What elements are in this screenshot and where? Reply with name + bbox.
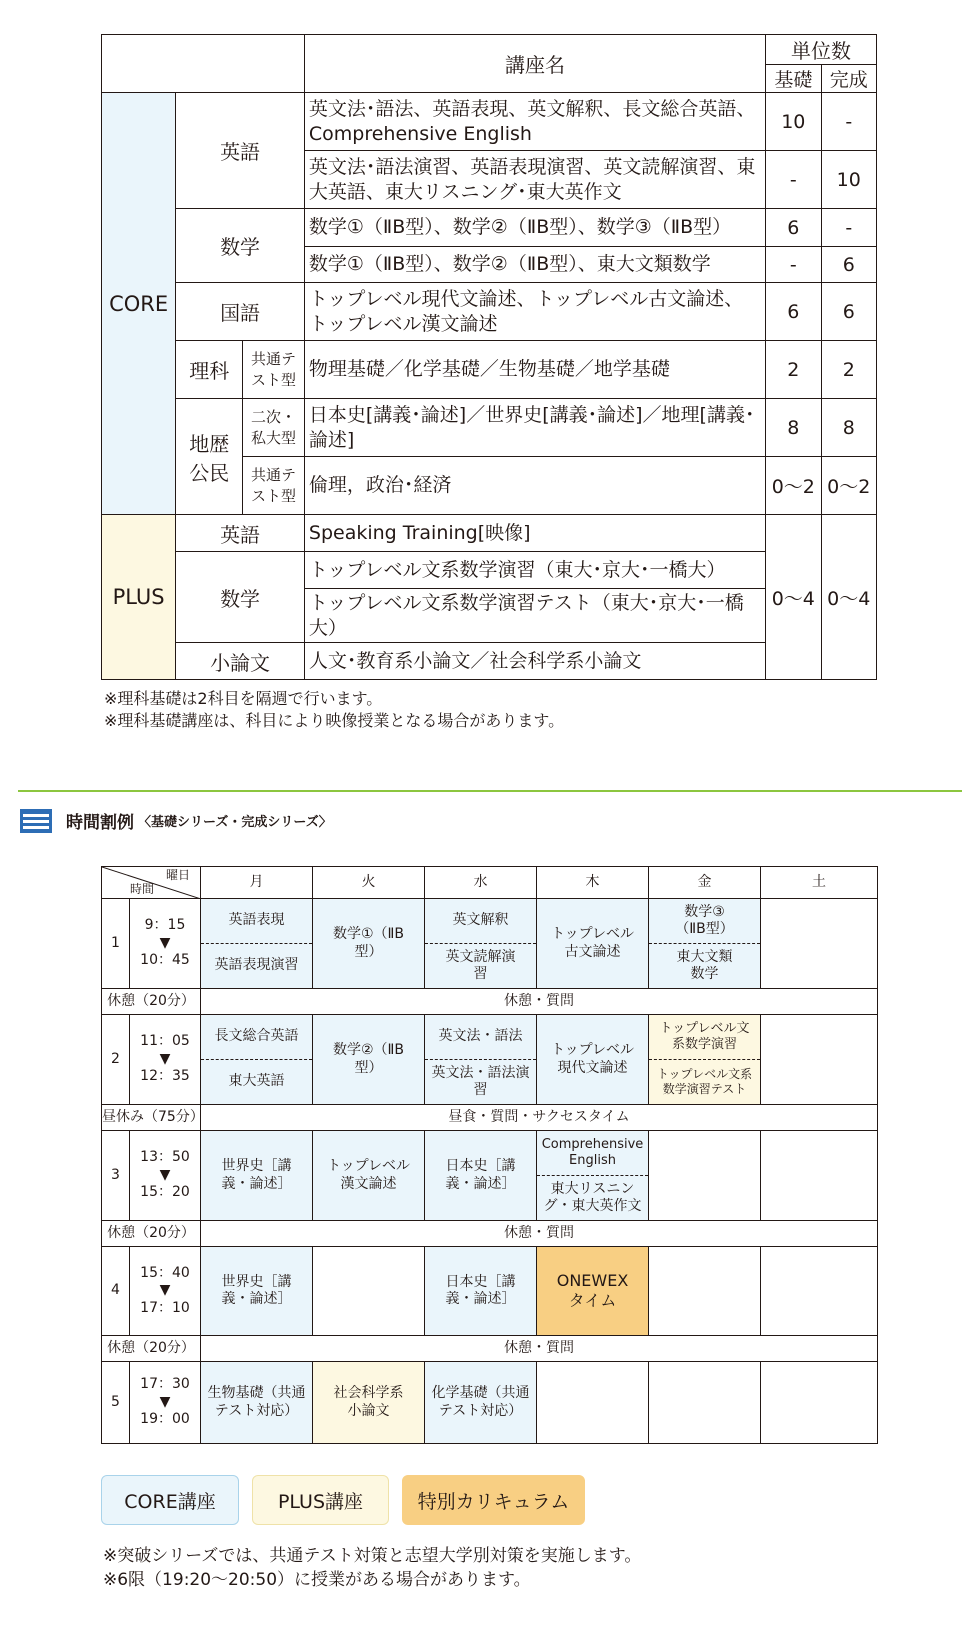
class-cell: トップレベル現代文論述 — [537, 1015, 649, 1105]
period-time — [130, 1362, 201, 1444]
period-number: 2 — [102, 1015, 130, 1105]
start-time: 9：15 — [144, 917, 186, 934]
period-number: 5 — [102, 1362, 130, 1444]
class-cell-empty — [313, 1247, 425, 1336]
legend-core: CORE講座 — [101, 1475, 239, 1525]
start-time: 11：05 — [140, 1033, 190, 1050]
class-cell: 日本史［講義・論述］ — [425, 1247, 537, 1336]
units-basic: - — [766, 247, 821, 283]
arrow-down-icon: ▼ — [159, 934, 171, 951]
class-cell-empty — [761, 1362, 878, 1444]
subject-social: 地歴 公民 — [176, 399, 243, 515]
period-number: 3 — [102, 1131, 130, 1221]
class-top: 長文総合英語 — [201, 1015, 312, 1060]
class-cell-empty — [537, 1362, 649, 1444]
section-subtitle: 〈基礎シリーズ・完成シリーズ〉 — [138, 815, 332, 830]
units-complete: 10 — [821, 151, 876, 209]
class-cell: ONEWEXタイム — [537, 1247, 649, 1336]
units-basic: - — [766, 151, 821, 209]
units-complete: 8 — [821, 399, 876, 457]
class-cell — [649, 899, 761, 989]
class-cell: トップレベル漢文論述 — [313, 1131, 425, 1221]
class-cell — [537, 1131, 649, 1221]
subject-math: 数学 — [176, 552, 305, 643]
class-top: 英文法・語法 — [425, 1015, 536, 1060]
corner-time-label: 時間 — [130, 882, 155, 896]
course-name: 人文･教育系小論文／社会科学系小論文 — [304, 643, 765, 680]
arrow-down-icon: ▼ — [159, 1050, 171, 1067]
class-top: 英語表現 — [201, 899, 312, 944]
header-blank — [102, 35, 305, 93]
class-cell-empty — [761, 1015, 878, 1105]
class-top: トップレベル文系数学演習 — [649, 1015, 760, 1060]
class-cell — [649, 1015, 761, 1105]
units-complete: 6 — [821, 247, 876, 283]
class-bottom: 東大文類数学 — [676, 948, 733, 982]
start-time: 15：40 — [140, 1264, 190, 1281]
break-content: 休憩・質問 — [201, 1336, 878, 1362]
break-content: 昼食・質問・サクセスタイム — [201, 1105, 878, 1131]
course-name: 英文法･語法、英語表現、英文解釈、長文総合英語、Comprehensive English — [304, 93, 765, 151]
units-basic: 6 — [766, 209, 821, 247]
timetable — [101, 866, 878, 1444]
day-mon: 月 — [201, 867, 313, 899]
units-basic: 2 — [766, 341, 821, 399]
class-cell — [425, 1015, 537, 1105]
notes-series — [103, 1545, 641, 1593]
start-time: 13：50 — [140, 1149, 190, 1166]
class-cell-empty — [761, 899, 878, 989]
end-time: 19：00 — [140, 1411, 190, 1428]
subject-essay: 小論文 — [176, 643, 305, 680]
class-cell: 世界史［講義・論述］ — [201, 1247, 313, 1336]
end-time: 12：35 — [140, 1068, 190, 1085]
day-thu: 木 — [537, 867, 649, 899]
subject-japanese: 国語 — [176, 283, 305, 341]
units-complete: 0～2 — [821, 457, 876, 515]
period-time — [130, 1131, 201, 1221]
subject-english: 英語 — [176, 515, 305, 552]
class-cell: 数学①（ⅡB型） — [313, 899, 425, 989]
units-basic: 8 — [766, 399, 821, 457]
science-type: 共通テ スト型 — [243, 341, 305, 399]
course-name: 物理基礎／化学基礎／生物基礎／地学基礎 — [304, 341, 765, 399]
class-cell — [201, 899, 313, 989]
course-table — [101, 34, 877, 680]
course-name: トップレベル文系数学演習テスト（東大･京大･一橋大） — [304, 589, 765, 643]
subject-science: 理科 — [176, 341, 243, 399]
legend-plus: PLUS講座 — [252, 1475, 389, 1525]
class-cell: 生物基礎（共通テスト対応） — [201, 1362, 313, 1444]
header-basic: 基礎 — [766, 65, 821, 93]
core-label: CORE — [102, 93, 176, 515]
class-cell: 化学基礎（共通テスト対応） — [425, 1362, 537, 1444]
course-name: トップレベル文系数学演習（東大･京大･一橋大） — [304, 552, 765, 589]
arrow-down-icon: ▼ — [159, 1282, 171, 1299]
note-line: ※突破シリーズでは、共通テスト対策と志望大学別対策を実施します。 — [103, 1546, 642, 1566]
class-cell: トップレベル古文論述 — [537, 899, 649, 989]
period-number: 4 — [102, 1247, 130, 1336]
section-divider — [18, 790, 962, 792]
day-tue: 火 — [313, 867, 425, 899]
units-basic: 10 — [766, 93, 821, 151]
period-time — [130, 1247, 201, 1336]
break-content: 休憩・質問 — [201, 989, 878, 1015]
start-time: 17：30 — [140, 1376, 190, 1393]
class-cell: 日本史［講義・論述］ — [425, 1131, 537, 1221]
class-cell: 世界史［講義・論述］ — [201, 1131, 313, 1221]
class-cell — [425, 899, 537, 989]
class-bottom: 英語表現演習 — [214, 957, 299, 974]
class-cell: 数学②（ⅡB型） — [313, 1015, 425, 1105]
class-top: Comprehensive English — [537, 1131, 648, 1176]
break-content: 休憩・質問 — [201, 1221, 878, 1247]
course-name: Speaking Training[映像] — [304, 515, 765, 552]
period-number: 1 — [102, 899, 130, 989]
course-name: 日本史[講義･論述]／世界史[講義･論述]／地理[講義･論述] — [304, 399, 765, 457]
class-bottom: トップレベル文系数学演習テスト — [656, 1067, 753, 1096]
course-name: トップレベル現代文論述、トップレベル古文論述、トップレベル漢文論述 — [304, 283, 765, 341]
day-fri: 金 — [649, 867, 761, 899]
corner-day-label: 曜日 — [165, 868, 190, 882]
arrow-down-icon: ▼ — [159, 1166, 171, 1183]
break-label: 昼休み（75分） — [102, 1105, 201, 1131]
note-line: ※理科基礎は2科目を隔週で行います。 — [104, 689, 383, 708]
class-bottom: 東大リスニング・東大英作文 — [543, 1180, 642, 1214]
end-time: 10：45 — [140, 952, 190, 969]
class-cell — [201, 1015, 313, 1105]
course-name: 倫理，政治･経済 — [304, 457, 765, 515]
period-time — [130, 1015, 201, 1105]
class-top: 英文解釈 — [425, 899, 536, 944]
class-top: 数学③（ⅡB型） — [649, 899, 760, 944]
arrow-down-icon: ▼ — [159, 1393, 171, 1410]
table-icon — [20, 809, 52, 833]
day-wed: 水 — [425, 867, 537, 899]
end-time: 17：10 — [140, 1299, 190, 1316]
note-line: ※6限（19:20～20:50）に授業がある場合があります。 — [103, 1569, 531, 1590]
course-name: 数学①（ⅡB型）、数学②（ⅡB型）、数学③（ⅡB型） — [304, 209, 765, 247]
period-time — [130, 899, 201, 989]
break-label: 休憩（20分） — [102, 1221, 201, 1247]
units-complete: - — [821, 209, 876, 247]
social-type-2: 共通テ スト型 — [243, 457, 305, 515]
social-type-1: 二次・ 私大型 — [243, 399, 305, 457]
break-label: 休憩（20分） — [102, 989, 201, 1015]
subject-english: 英語 — [176, 93, 305, 209]
class-cell-empty — [649, 1247, 761, 1336]
units-complete: 2 — [821, 341, 876, 399]
header-complete: 完成 — [821, 65, 876, 93]
class-bottom: 東大英語 — [228, 1073, 285, 1090]
section-title: 時間割例 — [66, 813, 134, 833]
class-bottom: 英文読解演習 — [445, 948, 516, 982]
class-cell: 社会科学系小論文 — [313, 1362, 425, 1444]
units-complete: - — [821, 93, 876, 151]
class-cell-empty — [761, 1131, 878, 1221]
class-bottom: 英文法・語法演習 — [431, 1064, 530, 1098]
legend-special: 特別カリキュラム — [402, 1475, 585, 1525]
end-time: 15：20 — [140, 1184, 190, 1201]
notes-science — [104, 688, 564, 733]
class-cell-empty — [761, 1247, 878, 1336]
timetable-section-title — [20, 808, 332, 833]
units-basic: 0～4 — [766, 515, 821, 680]
header-course-name: 講座名 — [304, 35, 765, 93]
subject-math: 数学 — [176, 209, 305, 283]
units-complete: 6 — [821, 283, 876, 341]
units-basic: 0～2 — [766, 457, 821, 515]
header-units: 単位数 — [766, 35, 877, 65]
course-name: 数学①（ⅡB型）、数学②（ⅡB型）、東大文類数学 — [304, 247, 765, 283]
class-cell-empty — [649, 1362, 761, 1444]
break-label: 休憩（20分） — [102, 1336, 201, 1362]
timetable-corner — [102, 867, 201, 899]
class-cell-empty — [649, 1131, 761, 1221]
units-basic: 6 — [766, 283, 821, 341]
note-line: ※理科基礎講座は、科目により映像授業となる場合があります。 — [104, 711, 565, 731]
units-complete: 0～4 — [821, 515, 876, 680]
day-sat: 土 — [761, 867, 878, 899]
plus-label: PLUS — [102, 515, 176, 680]
course-name: 英文法･語法演習、英語表現演習、英文読解演習、東大英語、東大リスニング･東大英作文 — [304, 151, 765, 209]
